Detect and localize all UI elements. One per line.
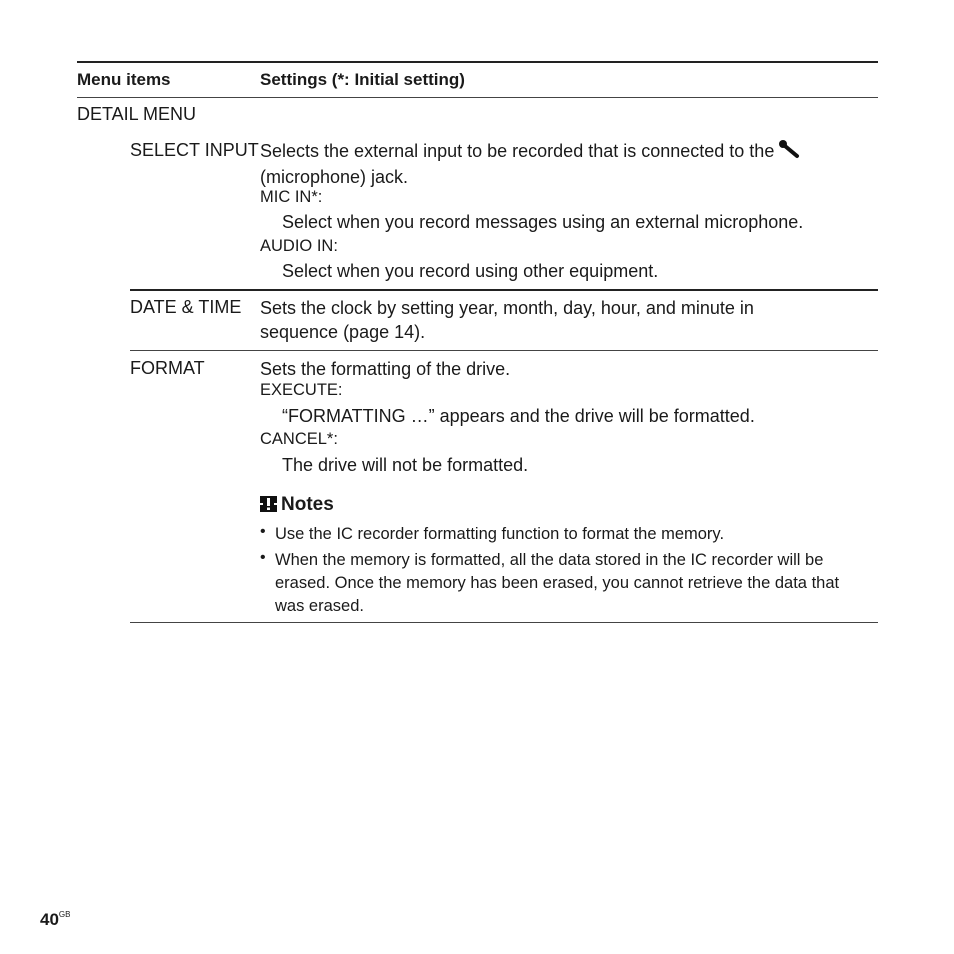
date-time-desc-line2: sequence (page 14). [260,322,426,342]
option-cancel: CANCEL*: [260,430,338,448]
date-time-description [260,296,870,344]
menu-items-header: Menu items [77,70,171,89]
notes-icon [260,496,277,518]
option-execute-description: “FORMATTING …” appears and the drive will be formatted. [282,406,755,426]
select-input-desc-line1: Selects the external input to be recorded that is connected to the [260,141,775,161]
notes-title: Notes [281,494,334,515]
row-rule-2 [130,350,878,351]
option-audio-in-description: Select when you record using other equipment. [282,261,659,281]
page-number-value: 40 [40,910,59,929]
option-audio-in: AUDIO IN: [260,237,338,255]
note-item-1: Use the IC recorder formatting function to format the memory. [275,525,725,543]
notes-heading [260,494,334,518]
settings-header: Settings (*: Initial setting) [260,70,465,89]
page-number [40,910,70,930]
row-label-date-time: DATE & TIME [130,297,242,317]
section-label-detail-menu: DETAIL MENU [77,104,197,124]
option-mic-in: MIC IN*: [260,188,323,206]
row-label-format: FORMAT [130,358,205,378]
select-input-description [260,139,880,189]
select-input-desc-line2: (microphone) jack. [260,167,409,187]
option-execute: EXECUTE: [260,381,343,399]
table-top-rule [77,61,878,63]
format-description: Sets the formatting of the drive. [260,359,511,379]
option-mic-in-description: Select when you record messages using an external microphone. [282,212,804,232]
bullet-marker-2: • [260,549,266,566]
table-bottom-rule [130,622,878,623]
option-cancel-description: The drive will not be formatted. [282,455,529,475]
page-number-suffix: GB [58,910,71,919]
header-rule [77,97,878,98]
microphone-icon [778,139,800,165]
row-rule-1 [130,289,878,291]
bullet-marker-1: • [260,523,266,540]
date-time-desc-line1: Sets the clock by setting year, month, day, hour, and minute in [260,298,754,318]
note-item-2: When the memory is formatted, all the data stored in the IC recorder will be erased. Once the memory has been erased, you cannot retrieve the data that was erased. [275,551,840,615]
row-label-select-input: SELECT INPUT [130,140,259,160]
